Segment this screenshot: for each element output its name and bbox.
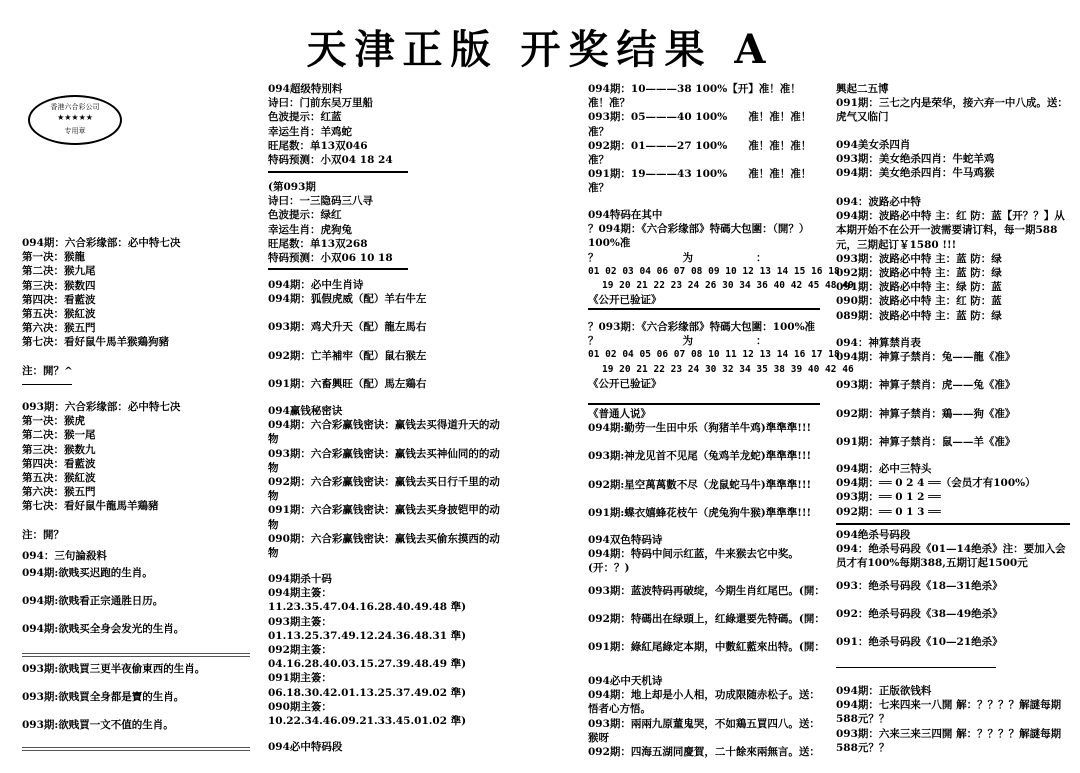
three-heads-section [836, 462, 1070, 518]
text-line: 诗曰：门前东吴万里船 [268, 97, 373, 110]
text-line: 090期：波路必中特 主：红 防：蓝 [836, 295, 1002, 308]
section-title: 094：神算禁肖表 [836, 337, 921, 349]
super-special-094 [268, 82, 510, 167]
section-title: 094美女杀四肖 [836, 139, 911, 151]
divider [22, 381, 72, 388]
text-line: 091期：神算子禁肖：鼠——羊《准》 [836, 435, 1016, 448]
text-line: 第一决：猴龍 [22, 251, 85, 264]
text-line: (第093期 [268, 181, 316, 193]
text-line: 第五决：猴紅波 [22, 472, 96, 485]
text-line: 094期：必中三特头 [836, 463, 932, 475]
text-line: ？093期：《六合彩缘部》特碼大包圍：100%准 [588, 321, 816, 333]
text-line: 诗曰：一三隐码三八寻 [268, 195, 373, 208]
text-line: 092期：神算子禁肖：鶏——狗《准》 [836, 407, 1016, 420]
seal-label: 专用章 [64, 127, 86, 135]
heaven-secret-poem-section [588, 674, 820, 759]
text-line: 興起二五博 [836, 83, 889, 95]
text-line: 091期：波路必中特 主：绿 防：蓝 [836, 281, 1002, 294]
text-line: 091期：六畜興旺（配）馬左鶏右 [268, 377, 427, 390]
text-line: 092期：特碼出在绿頭上，红綠還要先特碼。(開： [588, 612, 825, 625]
seven-decisions-093 [22, 400, 250, 514]
two-color-poem-section [588, 533, 825, 654]
section-title: 094：波路必中特 [836, 196, 921, 208]
company-seal [28, 95, 122, 145]
text-line: 旺尾数：单13双046 [268, 139, 368, 152]
special-in-it-093 [588, 320, 854, 391]
text-line: 091期主簽：06.18.30.42.01.13.25.37.49.02 準) [268, 672, 467, 699]
text-line: 第三决：猴数九 [22, 443, 96, 456]
wave-special-section [836, 195, 1070, 323]
text-line: ？ 为 ： [588, 251, 767, 264]
rise-section [836, 82, 1070, 125]
text-line: 第四决：看藍波 [22, 293, 96, 306]
seal-text: 香港六合彩公司 [50, 103, 100, 111]
text-line: 094期:欲贱买迟跑的生肖。 [22, 567, 153, 579]
text-line: 第二决：猴一尾 [22, 429, 96, 442]
text-line: ？094期：《六合彩缘部》特碼大包圍：（開？）100%准 [588, 223, 810, 250]
text-line: 幸运生肖：羊鸡蛇 [268, 125, 352, 138]
text-line: 幸运生肖：虎狗兔 [268, 223, 352, 236]
text-line: 094期:勤劳一生田中乐（狗猪羊牛鸡)準準準!!! [588, 422, 812, 435]
text-line: 094期：六合彩缘部：必中特七决 [22, 237, 181, 249]
text-line: 092期：六合彩赢钱密诀：赢钱去买日行千里的动物 [268, 476, 500, 503]
text-line: 094期：必中生肖诗 [268, 279, 364, 291]
text-line: 094期:欲贱买全身会发光的生肖。 [22, 623, 185, 636]
text-line: 093期：波路必中特 主：蓝 防：绿 [836, 252, 1002, 265]
text-line: 094期：10———38 100%【开】准！准！准！准？ [588, 83, 801, 110]
text-line: 093期主簽：01.13.25.37.49.12.24.36.48.31 準) [268, 615, 467, 642]
text-line: 091期：綠紅尾綠定本期，中數紅藍來出特。(開： [588, 641, 825, 654]
text-line: 旺尾数：单13双268 [268, 237, 368, 250]
super-special-093 [268, 180, 510, 265]
number-row: 01 02 04 05 06 07 08 10 11 12 13 14 16 17 18 [588, 349, 840, 361]
text-line: 094期：狐假虎威（配）羊右牛左 [268, 293, 427, 306]
kill-segment-section [836, 528, 1070, 649]
text-line: 色波提示：绿红 [268, 209, 342, 222]
text-line: 094期：地上却是小人相，功成限随赤松子。送：悟者心方悟。 [588, 689, 820, 716]
text-line: 093期：鸡犬升天（配）龍左馬右 [268, 321, 427, 334]
common-people-section [588, 407, 820, 520]
text-line: 089期：波路必中特 主：蓝 防：绿 [836, 309, 1002, 322]
section-title: 094期杀十码 [268, 573, 332, 585]
section-title: 094绝杀号码段 [836, 529, 911, 541]
section-title: 《普通人说》 [588, 408, 651, 420]
divider [22, 744, 250, 754]
text-line: 094超级特別料 [268, 83, 343, 95]
text-line: 094期：六合彩赢钱密诀：赢钱去买得道升天的动物 [268, 419, 500, 446]
divider [268, 168, 408, 176]
text-line: 092期：波路必中特 主：蓝 防：绿 [836, 267, 1002, 280]
text-line: 091期：三七之内是荣华，接六弃一中八成。送：虎气又临门 [836, 97, 1068, 124]
kill-list-094 [22, 566, 250, 637]
text-line: 091：绝杀号码段《10—21绝杀》 [836, 636, 1003, 649]
text-line: 094期：══ 0 2 4 ══（会员才有100%） [836, 477, 1036, 490]
text-line: 093期:神龙见首不见尾（兔鸡羊龙蛇)準準準!!! [588, 450, 812, 463]
text-line: 093：绝杀号码段《18—31绝杀》 [836, 579, 1003, 592]
kill-ten-section [268, 572, 510, 728]
seal-stars: ★★★★★ [57, 113, 93, 122]
text-line: 093期:欲贱買一文不值的生肖。 [22, 719, 174, 732]
text-line: 091期:蝶衣嬉蜂花枝午（虎兔狗牛猴)準準準!!! [588, 506, 812, 519]
text-line: 093期:欲贱買全身都是寶的生肖。 [22, 691, 185, 704]
section-title: 094赢钱秘密诀 [268, 405, 343, 417]
number-row: 01 02 03 04 06 07 08 09 10 12 13 14 15 16 18 [588, 265, 840, 277]
divider [836, 664, 996, 671]
text-line: 093期：兩兩九原董鬼哭，不如鶏五買四八。送：猴呀 [588, 717, 820, 744]
text-line: 093期：蓝波特码再破绽，今期生肖红尾巴。(開： [588, 584, 825, 597]
text-line: 093期：六合彩赢钱密诀：赢钱去买神仙同的的动物 [268, 447, 500, 474]
page-title: 天津正版 开奖结果 A [306, 26, 774, 73]
text-line: 093期:欲贱買三更半夜偷東西的生肖。 [22, 663, 206, 675]
text-line: 第五决：猴紅波 [22, 308, 96, 321]
text-line: 第六决：猴五門 [22, 486, 96, 499]
text-line: 092期：01———27 100% 准！准！准！准？ [588, 139, 812, 167]
text-line: 第四决：看藍波 [22, 457, 96, 470]
text-line: 091期：六合彩赢钱密诀：赢钱去买身披铠甲的动物 [268, 504, 500, 531]
greed-money-section [836, 684, 1070, 755]
text-line: 094期：波路必中特 主：红 防：蓝【开？？】从本期开始不在公开一波需要请订料，每一期588元，三期起订￥1580 !!! [836, 210, 1065, 251]
special-segment-title: 094必中特码段 [268, 741, 343, 753]
kill-section-title: 094：三句論殺料 [22, 550, 107, 562]
verified-label: 《公开已验证》 [588, 294, 662, 307]
text-line: 092期：四海五湖同慶賀，二十餘來兩無言。送： [588, 746, 820, 759]
section-title: 094双色特码诗 [588, 534, 663, 546]
text-line: 092期：══ 0 1 3 ══ [836, 505, 941, 518]
kill-list-093 [22, 662, 250, 733]
text-line: 090期主簽：10.22.34.46.09.21.33.45.01.02 準) [268, 700, 467, 728]
divider [22, 650, 250, 660]
section-title: 094必中天机诗 [588, 675, 663, 687]
forbidden-zodiac-section [836, 336, 1070, 449]
divider [836, 520, 1070, 528]
text-line: 094期：神算子禁肖：兔——龍《准》 [836, 351, 1016, 364]
text-line: 094期：正版欲钱料 [836, 685, 932, 697]
text-line: 092期:星空萬萬數不尽（龙鼠蛇马牛)準準準!!! [588, 478, 812, 491]
text-line: 特码预测：小双06 10 18 [268, 252, 393, 265]
divider [588, 305, 820, 313]
text-line: 094期：七来四来一八開 解：？？？？解謎每期588元？？ [836, 699, 1062, 726]
text-line: 093期：六来三来三四開 解：？？？？解謎每期588元？？ [836, 727, 1062, 754]
text-line: 093期：神算子禁肖：虎——兔《准》 [836, 379, 1016, 392]
text-line: 091期：19———43 100% 准！准！准！准？ [588, 168, 812, 195]
text-line: 092期主簽：04.16.28.40.03.15.27.39.48.49 準) [268, 644, 467, 671]
text-line: 094期:欲贱看正宗通胜日历。 [22, 595, 164, 608]
special-in-it-094 [588, 208, 854, 307]
text-line: ？ 为 ： [588, 335, 767, 348]
text-line: 094期：美女绝杀四肖：牛马鸡猴 [836, 167, 995, 180]
text-line: 093期：六合彩缘部：必中特七决 [22, 401, 181, 413]
text-line: 第七决：看好鼠牛馬羊猴鶏狗豬 [22, 336, 169, 349]
text-line: 094期主簽：11.23.35.47.04.16.28.40.49.48 準) [268, 587, 467, 614]
text-line: 色波提示：红蓝 [268, 111, 342, 124]
text-line: 090期：六合彩赢钱密诀：赢钱去买偷东摸西的动物 [268, 532, 500, 560]
text-line: 093期：══ 0 1 2 ══ [836, 491, 941, 504]
text-line: 093期：美女绝杀四肖：牛蛇羊鸡 [836, 153, 995, 166]
divider [268, 265, 408, 273]
section-title: 094特码在其中 [588, 209, 663, 221]
text-line: 092期：亡羊補牢（配）鼠右猴左 [268, 349, 427, 362]
number-row: 19 20 21 22 23 24 26 30 34 36 40 42 45 48 49 [602, 280, 854, 292]
note-2: 注：開？ [22, 529, 64, 541]
text-line: 特码预测：小双04 18 24 [268, 154, 393, 167]
text-line: 第一决：猴虎 [22, 415, 85, 428]
text-line: 093期：05———40 100% 准！准！准！准？ [588, 111, 812, 138]
seven-decisions-094 [22, 236, 250, 350]
zodiac-poem [268, 278, 510, 391]
text-line: 第三决：猴数四 [22, 279, 96, 292]
text-line: 第六决：猴五門 [22, 322, 96, 335]
win-secret-section [268, 404, 510, 560]
text-line: 第二决：猴九尾 [22, 265, 96, 278]
number-row: 19 20 21 22 23 24 30 32 34 35 38 39 40 42 46 [602, 363, 854, 375]
note-1: 注：開？^ [22, 365, 73, 377]
range-predictions [588, 82, 820, 196]
text-line: 094：绝杀号码段《01—14绝杀》注：要加入会员才有100%每期388,五期订起1500元 [836, 543, 1066, 570]
text-line: 092：绝杀号码段《38—49绝杀》 [836, 607, 1003, 620]
verified-label: 《公开已验证》 [588, 377, 662, 390]
text-line: 094期：特码中间示红蓝，牛来猴去它中奖。(开：？) [588, 548, 799, 575]
text-line: 第七决：看好鼠牛龍馬羊鶏豬 [22, 500, 159, 513]
beauty-kill-section [836, 138, 1070, 181]
